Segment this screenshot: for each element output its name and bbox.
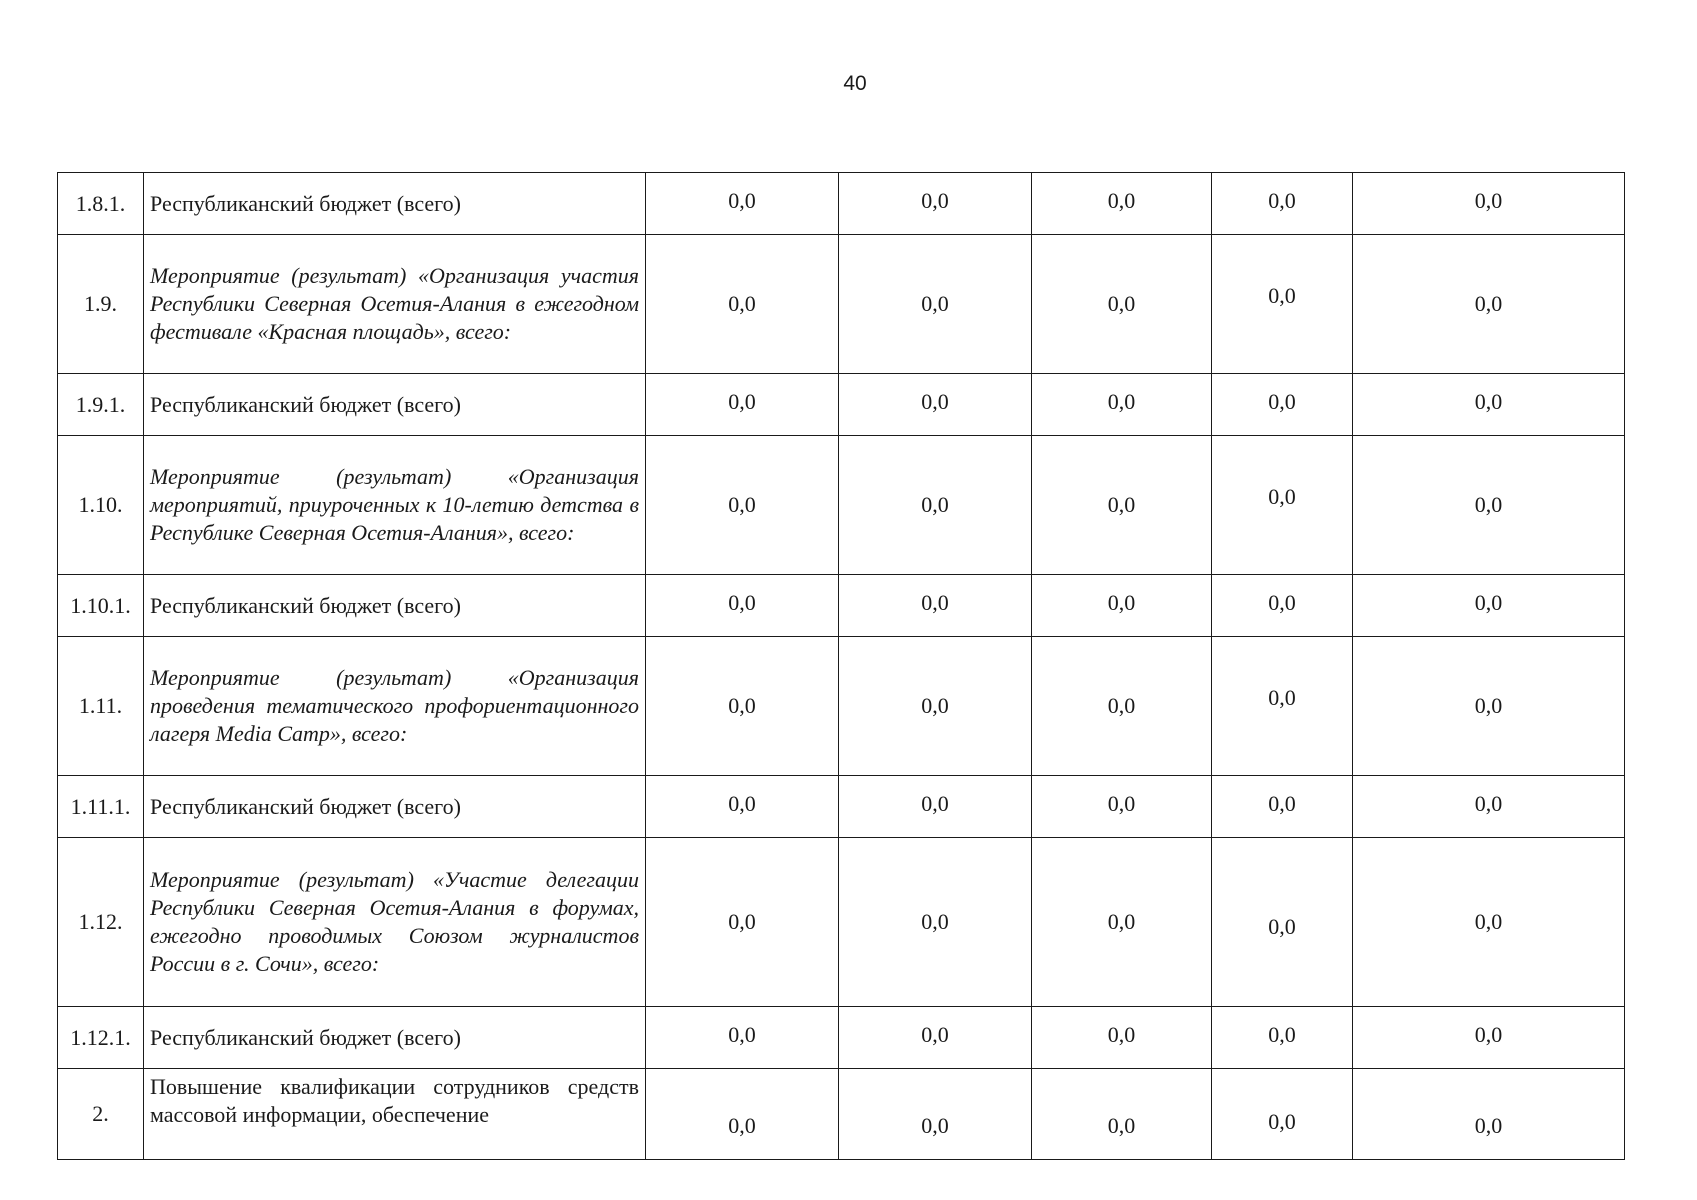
- value-text: 0,0: [1268, 1021, 1296, 1047]
- row-description: Республиканский бюджет (всего): [144, 374, 646, 436]
- row-code: 1.10.1.: [58, 575, 144, 637]
- value-cell: [1353, 838, 1625, 1007]
- value-text: 0,0: [1268, 790, 1296, 816]
- row-description: Республиканский бюджет (всего): [144, 575, 646, 637]
- value-cell: [839, 1069, 1032, 1160]
- table-row: [58, 1069, 1625, 1160]
- value-text: 0,0: [1107, 790, 1136, 816]
- value-text: 0,0: [1107, 589, 1136, 615]
- value-text: 0,0: [728, 1021, 756, 1047]
- value-text: 0,0: [1268, 187, 1296, 213]
- value-cell: [1032, 173, 1212, 235]
- value-text: 0,0: [921, 1021, 949, 1047]
- row-code: 1.12.1.: [58, 1007, 144, 1069]
- table-row: [58, 173, 1625, 235]
- value-cell: [839, 235, 1032, 374]
- table-row: [58, 776, 1625, 838]
- value-cell: [1032, 838, 1212, 1007]
- value-cell: [646, 235, 839, 374]
- value-text: 0,0: [1268, 388, 1296, 414]
- value-text: 0,0: [728, 790, 756, 816]
- value-text: 0,0: [1107, 909, 1136, 934]
- page-number: 40: [843, 72, 867, 95]
- value-cell: [1212, 374, 1353, 436]
- value-text: 0,0: [728, 909, 756, 934]
- value-cell: [1353, 776, 1625, 838]
- row-code: 1.10.: [58, 436, 144, 575]
- value-cell: [1212, 838, 1353, 1007]
- value-cell: [839, 838, 1032, 1007]
- row-description: Мероприятие (результат) «Участие делегации Республики Северная Осетия-Алания в форумах, ежегодно проводимых Союзом журналистов России в г. Сочи», всего:: [144, 838, 646, 1007]
- value-cell: [1353, 637, 1625, 776]
- value-cell: [646, 637, 839, 776]
- value-text: 0,0: [921, 909, 949, 934]
- value-text: 0,0: [1474, 492, 1503, 517]
- value-text: 0,0: [921, 492, 949, 517]
- value-text: 0,0: [1474, 187, 1503, 213]
- value-cell: [1032, 374, 1212, 436]
- value-text: 0,0: [1474, 388, 1503, 414]
- value-text: 0,0: [1474, 589, 1503, 615]
- value-text: 0,0: [1474, 1021, 1503, 1047]
- value-text: 0,0: [728, 291, 756, 316]
- value-text: 0,0: [1107, 693, 1136, 718]
- value-cell: [646, 374, 839, 436]
- value-text: 0,0: [728, 693, 756, 718]
- value-cell: [1032, 1007, 1212, 1069]
- value-cell: [1353, 436, 1625, 575]
- value-cell: [646, 1007, 839, 1069]
- value-text: 0,0: [728, 187, 756, 213]
- value-cell: [1032, 776, 1212, 838]
- row-description: Республиканский бюджет (всего): [144, 776, 646, 838]
- table-row: [58, 235, 1625, 374]
- value-text: 0,0: [1268, 589, 1296, 615]
- value-text: 0,0: [1107, 388, 1136, 414]
- value-cell: [1212, 235, 1353, 374]
- row-code: 1.9.: [58, 235, 144, 374]
- value-cell: [839, 776, 1032, 838]
- table-row: [58, 637, 1625, 776]
- value-cell: [1212, 436, 1353, 575]
- value-cell: [1353, 1007, 1625, 1069]
- row-description: Республиканский бюджет (всего): [144, 1007, 646, 1069]
- value-cell: [1032, 436, 1212, 575]
- value-cell: [1353, 575, 1625, 637]
- value-cell: [646, 776, 839, 838]
- row-description: Мероприятие (результат) «Организация проведения тематического профориентационного лагеря Media Camp», всего:: [144, 637, 646, 776]
- table-row: [58, 436, 1625, 575]
- value-cell: [646, 1069, 839, 1160]
- value-text: 0,0: [728, 492, 756, 517]
- value-cell: [1353, 1069, 1625, 1160]
- value-text: 0,0: [921, 790, 949, 816]
- value-text: 0,0: [1268, 685, 1296, 710]
- value-cell: [1032, 575, 1212, 637]
- value-text: 0,0: [921, 291, 949, 316]
- value-text: 0,0: [1107, 187, 1136, 213]
- value-text: 0,0: [1474, 790, 1503, 816]
- value-text: 0,0: [921, 388, 949, 414]
- value-text: 0,0: [1107, 1021, 1136, 1047]
- value-cell: [1032, 637, 1212, 776]
- value-text: 0,0: [1268, 283, 1296, 308]
- row-description: Повышение квалификации сотрудников средств массовой информации, обеспечение: [144, 1069, 646, 1160]
- value-cell: [646, 575, 839, 637]
- row-code: 1.11.: [58, 637, 144, 776]
- value-text: 0,0: [1474, 1113, 1503, 1138]
- value-text: 0,0: [921, 1113, 949, 1138]
- value-cell: [1212, 173, 1353, 235]
- row-code: 1.11.1.: [58, 776, 144, 838]
- row-code: 1.8.1.: [58, 173, 144, 235]
- value-cell: [1212, 1007, 1353, 1069]
- row-description: Мероприятие (результат) «Организация участия Республики Северная Осетия-Алания в ежегодном фестивале «Красная площадь», всего:: [144, 235, 646, 374]
- value-cell: [1353, 235, 1625, 374]
- budget-table: [57, 172, 1625, 1160]
- table-row: [58, 374, 1625, 436]
- value-cell: [839, 1007, 1032, 1069]
- value-text: 0,0: [728, 589, 756, 615]
- value-cell: [1032, 235, 1212, 374]
- value-cell: [839, 374, 1032, 436]
- row-code: 1.12.: [58, 838, 144, 1007]
- value-text: 0,0: [1474, 693, 1503, 718]
- value-cell: [839, 436, 1032, 575]
- value-text: 0,0: [921, 187, 949, 213]
- row-code: 2.: [58, 1069, 144, 1160]
- value-cell: [646, 173, 839, 235]
- value-text: 0,0: [921, 589, 949, 615]
- value-text: 0,0: [1268, 914, 1296, 939]
- value-text: 0,0: [921, 693, 949, 718]
- table-row: [58, 838, 1625, 1007]
- value-cell: [1032, 1069, 1212, 1160]
- row-description: Республиканский бюджет (всего): [144, 173, 646, 235]
- value-text: 0,0: [1107, 492, 1136, 517]
- value-text: 0,0: [1474, 909, 1503, 934]
- value-cell: [839, 173, 1032, 235]
- value-cell: [646, 436, 839, 575]
- value-text: 0,0: [728, 1113, 756, 1138]
- row-code: 1.9.1.: [58, 374, 144, 436]
- value-cell: [1212, 1069, 1353, 1160]
- value-cell: [1353, 173, 1625, 235]
- value-cell: [839, 575, 1032, 637]
- value-cell: [1212, 575, 1353, 637]
- row-description: Мероприятие (результат) «Организация мероприятий, приуроченных к 10-летию детства в Республике Северная Осетия-Алания», всего:: [144, 436, 646, 575]
- value-cell: [1353, 374, 1625, 436]
- value-text: 0,0: [728, 388, 756, 414]
- value-cell: [839, 637, 1032, 776]
- value-text: 0,0: [1268, 1109, 1296, 1134]
- value-text: 0,0: [1474, 291, 1503, 316]
- table-row: [58, 1007, 1625, 1069]
- value-text: 0,0: [1107, 291, 1136, 316]
- value-text: 0,0: [1107, 1113, 1136, 1138]
- value-cell: [1212, 637, 1353, 776]
- value-cell: [1212, 776, 1353, 838]
- table-row: [58, 575, 1625, 637]
- value-cell: [646, 838, 839, 1007]
- value-text: 0,0: [1268, 484, 1296, 509]
